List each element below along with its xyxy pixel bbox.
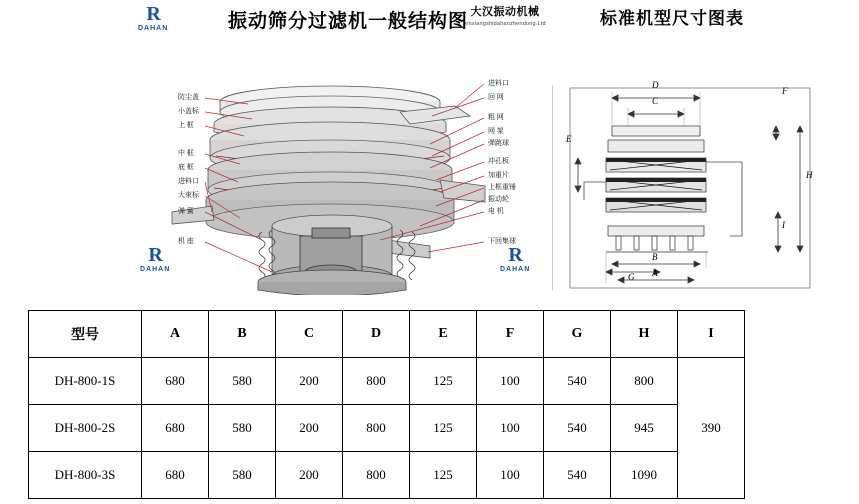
brand-name-cn: 大汉振动机械 [470, 6, 540, 18]
cell-G-2: 540 [544, 452, 611, 499]
label-large-band: 大束标 [178, 191, 199, 199]
label-weight-plate: 加重片 [488, 171, 509, 179]
table-header-C: C [276, 311, 343, 358]
label-upper-frame: 上 框 [178, 121, 194, 129]
header [0, 0, 859, 40]
label-inlet-port: 进料口 [488, 79, 509, 87]
label-small-cover: 小盖标 [178, 107, 199, 115]
table-header-I: I [678, 311, 745, 358]
dim-label-B: B [652, 252, 658, 262]
brand-name-en: xinxiangshidahanzhendong.Ltd [464, 21, 546, 27]
label-machine-base: 机 座 [178, 237, 194, 245]
dahan-logo-mark: R [508, 244, 522, 266]
label-vibration-wheel: 振动轮 [488, 195, 509, 203]
cell-C-0: 200 [276, 358, 343, 405]
cell-C-1: 200 [276, 405, 343, 452]
dim-label-I: I [782, 220, 785, 230]
dahan-logo-header [138, 4, 168, 32]
label-return-mesh: 回 网 [488, 93, 504, 101]
brand-block [455, 3, 555, 27]
cell-B-2: 580 [209, 452, 276, 499]
cell-D-1: 800 [343, 405, 410, 452]
diagram-area [0, 40, 859, 295]
cell-model-1: DH-800-2S [29, 405, 142, 452]
page-title-dimension-chart: 标准机型尺寸图表 [600, 9, 744, 28]
dahan-logo-mark: R [148, 244, 162, 266]
specification-table [28, 310, 745, 499]
label-upper-weight: 上框重锤 [488, 183, 516, 191]
table-header-B: B [209, 311, 276, 358]
table-header-model: 型号 [29, 311, 142, 358]
cell-model-2: DH-800-3S [29, 452, 142, 499]
label-perforated-plate: 冲孔板 [488, 157, 509, 165]
table-header-F: F [477, 311, 544, 358]
table-header-A: A [142, 311, 209, 358]
dim-label-F: F [782, 86, 788, 96]
table-header-H: H [611, 311, 678, 358]
cell-A-1: 680 [142, 405, 209, 452]
cell-H-2: 1090 [611, 452, 678, 499]
cell-B-0: 580 [209, 358, 276, 405]
table-header-E: E [410, 311, 477, 358]
label-coarse-mesh: 粗 网 [488, 113, 504, 121]
cell-F-0: 100 [477, 358, 544, 405]
cell-D-0: 800 [343, 358, 410, 405]
dim-label-C: C [652, 96, 659, 106]
table-row [29, 358, 745, 405]
dim-label-G: G [628, 272, 635, 282]
dim-label-D: D [652, 80, 659, 90]
dimension-drawing [0, 40, 859, 295]
cell-H-0: 800 [611, 358, 678, 405]
cell-C-2: 200 [276, 452, 343, 499]
cell-E-1: 125 [410, 405, 477, 452]
table-row [29, 405, 745, 452]
dahan-logo-word: DAHAN [500, 266, 531, 273]
dim-label-A: A [652, 268, 658, 278]
cell-E-0: 125 [410, 358, 477, 405]
label-bottom-frame: 底 框 [178, 163, 194, 171]
table-header-G: G [544, 311, 611, 358]
cell-B-1: 580 [209, 405, 276, 452]
label-lower-collect: 下回集球 [488, 237, 516, 245]
page-title-structure-diagram: 振动筛分过滤机一般结构图 [228, 11, 469, 32]
label-bouncing-ball: 弹跳球 [488, 139, 509, 147]
label-dust-cover: 防尘盖 [178, 93, 199, 101]
dahan-logo-word: DAHAN [140, 266, 171, 273]
cell-H-1: 945 [611, 405, 678, 452]
cell-F-1: 100 [477, 405, 544, 452]
cell-G-0: 540 [544, 358, 611, 405]
label-feed-inlet: 进料口 [178, 177, 199, 185]
specification-table-wrapper [28, 310, 728, 499]
table-row [29, 452, 745, 499]
cell-I-merged: 390 [678, 358, 745, 499]
cell-model-0: DH-800-1S [29, 358, 142, 405]
cell-G-1: 540 [544, 405, 611, 452]
cell-A-2: 680 [142, 452, 209, 499]
cell-E-2: 125 [410, 452, 477, 499]
cell-A-0: 680 [142, 358, 209, 405]
dim-label-E: E [566, 134, 572, 144]
dim-label-H: H [806, 170, 813, 180]
table-header-D: D [343, 311, 410, 358]
label-middle-frame: 中 框 [178, 149, 194, 157]
label-mesh-frame: 网 架 [488, 127, 504, 135]
cell-F-2: 100 [477, 452, 544, 499]
label-motor: 电 机 [488, 207, 504, 215]
cell-D-2: 800 [343, 452, 410, 499]
dahan-logo-mark: R [146, 3, 160, 25]
table-header-row [29, 311, 745, 358]
label-spring: 弹 簧 [178, 207, 194, 215]
dahan-logo-word: DAHAN [138, 25, 169, 32]
